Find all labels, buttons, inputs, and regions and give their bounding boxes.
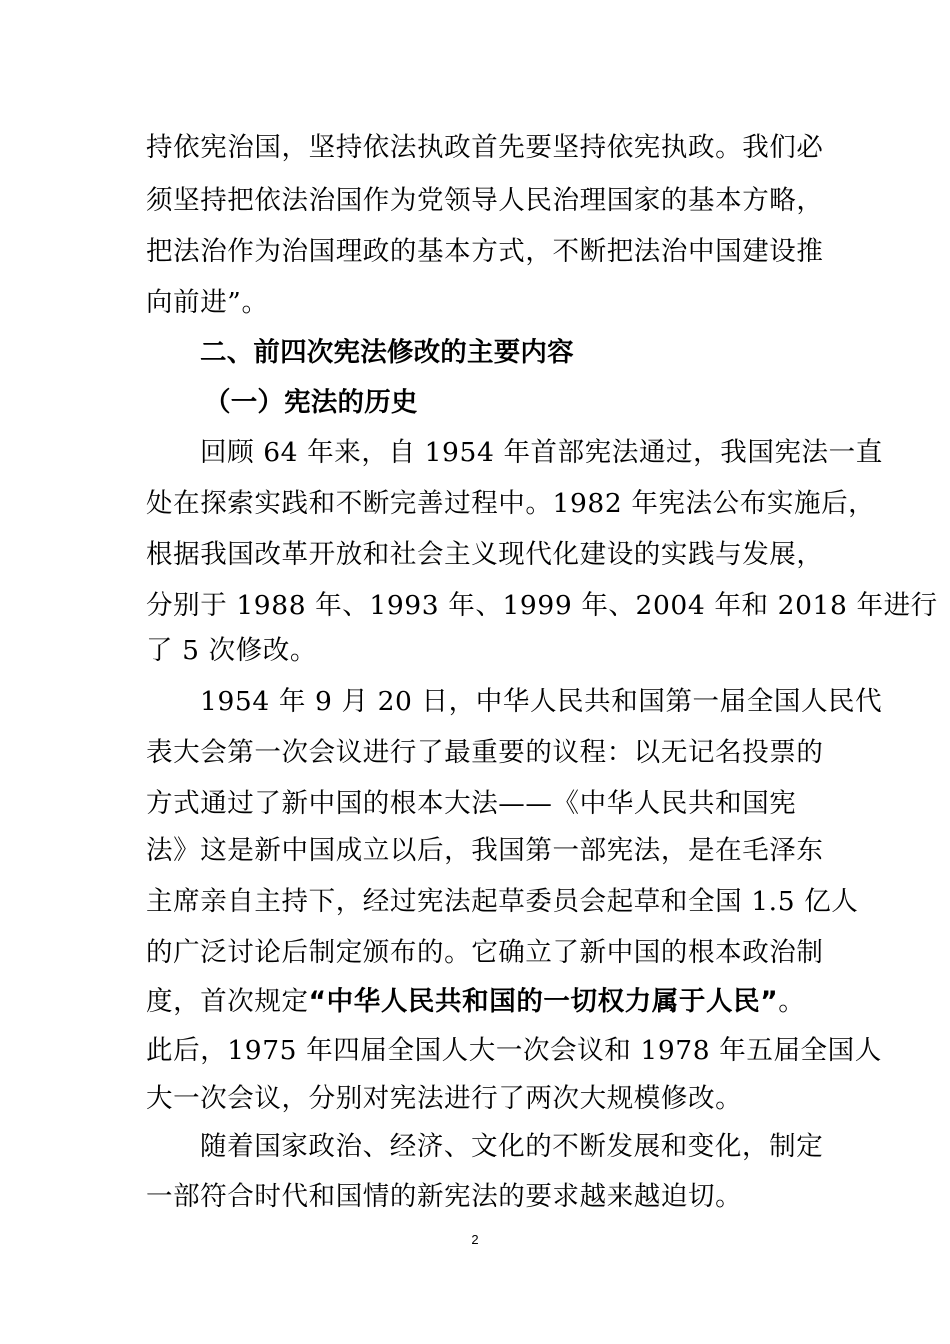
body-line: 把法治作为治国理政的基本方式，不断把法治中国建设推 (146, 236, 824, 267)
body-line: 随着国家政治、经济、文化的不断发展和变化，制定 (200, 1131, 824, 1162)
page-number: 2 (471, 1232, 479, 1247)
body-line: 的广泛讨论后制定颁布的。它确立了新中国的根本政治制 (146, 937, 824, 968)
body-line: 1954 年 9 月 20 日，中华人民共和国第一届全国人民代 (200, 686, 883, 717)
body-line: 持依宪治国，坚持依法执政首先要坚持依宪执政。我们必 (146, 132, 824, 163)
body-line: 表大会第一次会议进行了最重要的议程：以无记名投票的 (146, 737, 824, 768)
body-line: 主席亲自主持下，经过宪法起草委员会起草和全国 1.5 亿人 (146, 886, 859, 917)
body-line: 根据我国改革开放和社会主义现代化建设的实践与发展， (146, 539, 824, 570)
body-line: 法》这是新中国成立以后，我国第一部宪法，是在毛泽东 (146, 835, 824, 866)
body-line: 大一次会议，分别对宪法进行了两次大规模修改。 (146, 1083, 743, 1114)
quote-suffix: 。 (778, 986, 806, 1017)
quote-prefix: 度，首次规定 (146, 986, 309, 1017)
body-line: 向前进”。 (146, 287, 269, 318)
body-line: 一部符合时代和国情的新宪法的要求越来越迫切。 (146, 1181, 743, 1212)
body-line: 了 5 次修改。 (146, 635, 318, 666)
body-line: 方式通过了新中国的根本大法——《中华人民共和国宪 (146, 788, 797, 819)
body-line: 分别于 1988 年、1993 年、1999 年、2004 年和 2018 年进行 (146, 590, 938, 621)
body-line: 处在探索实践和不断完善过程中。1982 年宪法公布实施后， (146, 488, 876, 519)
body-line: 须坚持把依法治国作为党领导人民治理国家的基本方略， (146, 185, 824, 216)
body-line: 回顾 64 年来，自 1954 年首部宪法通过，我国宪法一直 (200, 437, 883, 468)
body-line: 此后，1975 年四届全国人大一次会议和 1978 年五届全国人 (146, 1035, 882, 1066)
body-line-with-quote (146, 985, 846, 1019)
subsection-heading: （一）宪法的历史 (204, 387, 418, 418)
section-heading: 二、前四次宪法修改的主要内容 (200, 337, 574, 368)
bold-quote: “中华人民共和国的一切权力属于人民” (308, 986, 779, 1017)
